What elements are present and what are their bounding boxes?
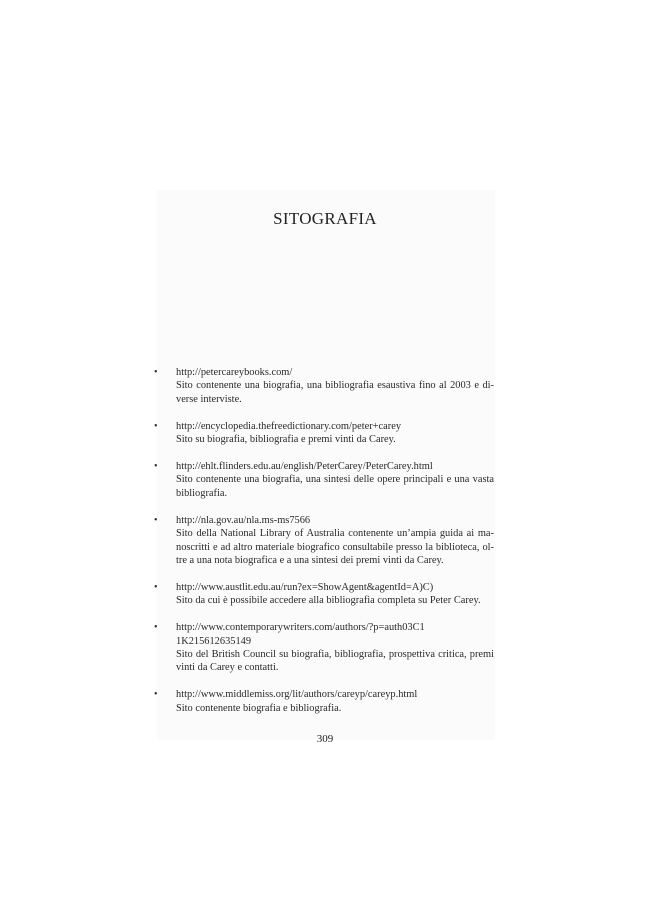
- site-description: Sito contenente biografia e bibliografia.: [176, 702, 342, 714]
- page-title: SITOGRAFIA: [273, 209, 377, 228]
- site-description: Sito contenente una biografia, una bibliografia esaustiva fino al 2003 e di-verse interviste.: [176, 380, 494, 405]
- sitography-list: [154, 366, 494, 729]
- list-item: [154, 366, 494, 406]
- list-item: [154, 688, 494, 715]
- site-url[interactable]: http://www.austlit.edu.au/run?ex=ShowAgent&agentId=A)C): [176, 581, 434, 593]
- list-item: [154, 460, 494, 500]
- site-description: Sito del British Council su biografia, bibliografia, prospettiva critica, premi vinti da Carey e contatti.: [176, 649, 494, 674]
- bullet-icon: •: [154, 581, 158, 593]
- list-item: [154, 621, 494, 675]
- bullet-icon: •: [154, 514, 158, 526]
- site-description: Sito su biografia, bibliografia e premi vinti da Carey.: [176, 434, 396, 446]
- list-item: [154, 581, 494, 608]
- site-url[interactable]: http://www.middlemiss.org/lit/authors/careyp/careyp.html: [176, 689, 418, 701]
- list-item: [154, 420, 494, 447]
- site-url[interactable]: http://www.contemporarywriters.com/authors/?p=auth03C1 1K215612635149: [176, 622, 425, 647]
- site-description: Sito contenente una biografia, una sintesi delle opere principali e una vasta bibliografia.: [176, 474, 494, 499]
- site-url[interactable]: http://ehlt.flinders.edu.au/english/PeterCarey/PeterCarey.html: [176, 461, 433, 473]
- site-description: Sito da cui è possibile accedere alla bibliografia completa su Peter Carey.: [176, 595, 481, 607]
- bullet-icon: •: [154, 689, 158, 701]
- site-description: Sito della National Library of Australia contenente un’ampia guida ai ma-noscritti e ad altro materiale biografico consultabile presso la biblioteca, ol-tre a una nota biografica e a una sintesi dei premi vinti da Carey.: [176, 528, 494, 566]
- bullet-icon: •: [154, 461, 158, 473]
- site-url[interactable]: http://petercareybooks.com/: [176, 367, 293, 378]
- site-url[interactable]: http://nla.gov.au/nla.ms-ms7566: [176, 514, 311, 526]
- bullet-icon: •: [154, 367, 158, 378]
- page-number: 309: [316, 733, 334, 745]
- bullet-icon: •: [154, 622, 158, 634]
- site-url[interactable]: http://encyclopedia.thefreedictionary.com/peter+carey: [176, 420, 402, 432]
- list-item: [154, 514, 494, 568]
- bullet-icon: •: [154, 420, 158, 432]
